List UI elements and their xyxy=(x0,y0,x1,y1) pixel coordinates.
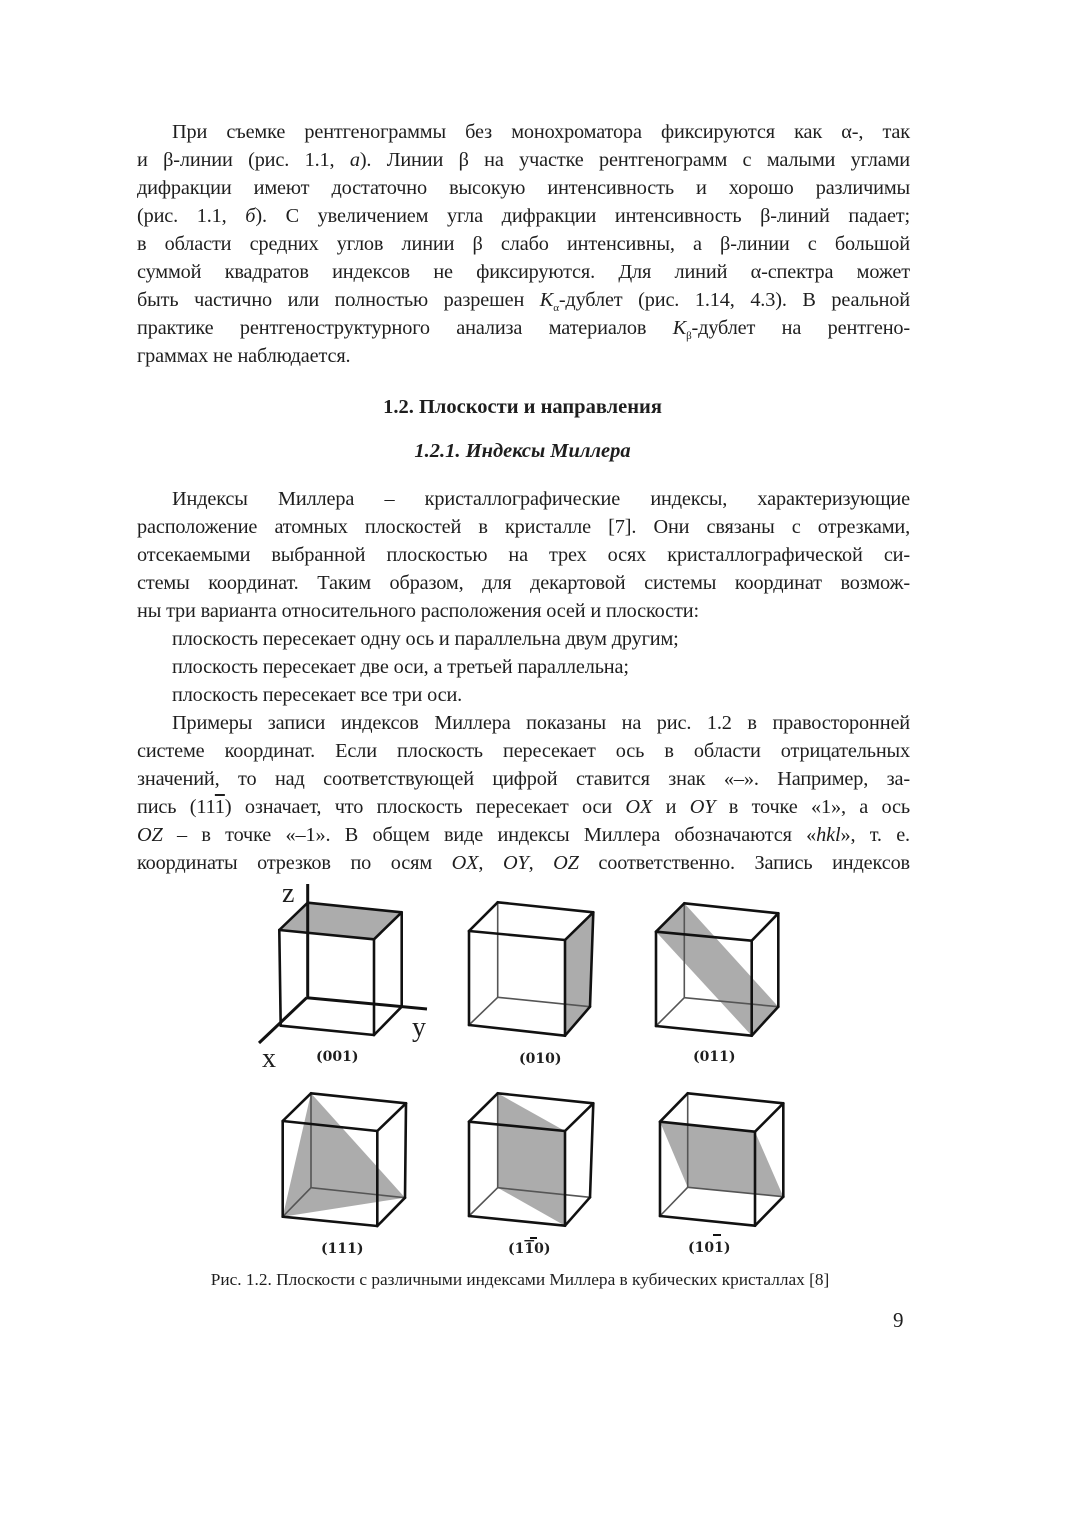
text-line: расположение атомных плоскостей в кристалле [7]. Они связаны с отрезками, xyxy=(137,516,910,538)
y-axis-label: y xyxy=(412,1012,426,1043)
cube-hidden-edge xyxy=(656,998,684,1026)
x-axis xyxy=(259,998,307,1043)
axis-oy: OY xyxy=(689,796,716,818)
text-span: соответственно. Запись индексов xyxy=(578,852,910,874)
panel-label: (110) xyxy=(508,1241,551,1257)
cube-edge xyxy=(590,1103,593,1197)
text-line: дифракции имеют достаточно высокую интенсивность и хорошо различимы xyxy=(137,177,910,199)
list-item: плоскость пересекает все три оси. xyxy=(172,684,463,706)
cube-panel-010 xyxy=(469,902,593,1035)
cube-edge xyxy=(377,1103,406,1131)
text-span: ) означает, что плоскость пересекает оси xyxy=(224,796,626,818)
text-span: практике рентгеноструктурного анализа материалов xyxy=(137,317,673,339)
text-span: -дублет на рентгено- xyxy=(691,317,910,339)
italic-span: а xyxy=(349,149,360,171)
cube-edge xyxy=(656,1026,752,1036)
cube-edge xyxy=(469,1093,498,1121)
miller-plane-011 xyxy=(656,903,778,1035)
text-line: значений, то над соответствующей цифрой ставится знак «–». Например, за- xyxy=(137,768,910,790)
text-span: , xyxy=(478,852,503,874)
cube-edge xyxy=(469,902,498,931)
text-line: ны три варианта относительного расположения осей и плоскости: xyxy=(137,600,699,622)
cube-hidden-edge xyxy=(469,1188,498,1216)
negative-index: 1 xyxy=(214,796,225,818)
text-span: пись (11 xyxy=(137,796,215,818)
text-span: », т. е. xyxy=(840,824,910,846)
section-heading: 1.2. Плоскости и направления xyxy=(383,396,662,418)
figure-caption: Рис. 1.2. Плоскости с различными индексами Миллера в кубических кристаллах [8] xyxy=(210,1270,830,1289)
text-span: -дублет (рис. 1.14, 4.3). В реальной xyxy=(558,289,910,311)
text-line: Индексы Миллера – кристаллографические индексы, характеризующие xyxy=(172,488,910,510)
axis-oy: OY xyxy=(502,852,529,874)
text-span: , xyxy=(528,852,554,874)
miller-plane-001 xyxy=(279,903,401,940)
miller-plane-10-1 xyxy=(660,1122,783,1197)
cube-hidden-edge xyxy=(660,1187,688,1216)
hkl-symbol: hkl xyxy=(816,824,841,846)
italic-symbol: K xyxy=(672,317,687,339)
cube-panel-1-10 xyxy=(469,1093,593,1225)
cube-edge xyxy=(405,1103,406,1197)
axis-oz: OZ xyxy=(553,852,579,874)
cube-panel-10-1 xyxy=(660,1093,783,1225)
page-number: 9 xyxy=(893,1308,904,1332)
panel-label: (011) xyxy=(693,1049,736,1065)
axis-oz: OZ xyxy=(137,824,163,846)
text-line: граммах не наблюдается. xyxy=(137,345,351,367)
subscript: β xyxy=(686,330,692,342)
text-span: в точке «1», а ось xyxy=(715,796,911,818)
cube-edge xyxy=(469,1025,565,1036)
cube-edge xyxy=(755,1197,783,1226)
cube-edge xyxy=(660,1216,755,1226)
cube-edge xyxy=(283,1217,378,1226)
italic-symbol: K xyxy=(539,289,554,311)
text-line: Примеры записи индексов Миллера показаны на рис. 1.2 в правосторонней xyxy=(172,712,910,734)
z-axis-label: z xyxy=(282,878,295,909)
cube-edge xyxy=(688,1093,784,1103)
text-line: отсекаемыми выбранной плоскостью на трех осях кристаллографической си- xyxy=(137,544,910,566)
cube-edge xyxy=(279,930,280,1026)
italic-span: б xyxy=(245,205,256,227)
text-span: и β-линии (рис. 1.1, xyxy=(137,149,350,171)
text-line: системе координат. Если плоскость пересекает ось в области отрицательных xyxy=(137,740,910,762)
cube-panel-111 xyxy=(283,1093,406,1226)
cube-edge xyxy=(311,1093,406,1103)
text-span: (рис. 1.1, xyxy=(137,205,246,227)
cube-panel-001 xyxy=(279,903,401,1035)
cube-edge xyxy=(377,1198,405,1226)
panel-label: (101) xyxy=(688,1240,731,1256)
text-line: суммой квадратов индексов не фиксируются. Для линий α-спектра может xyxy=(137,261,910,283)
cube-edge xyxy=(755,1103,783,1131)
cube-edge xyxy=(752,913,779,940)
panel-label: (111) xyxy=(321,1241,364,1257)
cube-edge xyxy=(374,1007,402,1035)
cube-panel-011 xyxy=(656,903,778,1035)
text-line: стемы координат. Таким образом, для декартовой системы координат возмож- xyxy=(137,572,910,594)
text-span: ). Линии β на участке рентгенограмм с малыми углами xyxy=(359,149,910,171)
cube-edge xyxy=(660,1093,688,1121)
list-item: плоскость пересекает две оси, а третьей параллельна; xyxy=(172,656,629,678)
panel-label: (010) xyxy=(519,1051,562,1067)
subsection-heading: 1.2.1. Индексы Миллера xyxy=(414,440,631,462)
cube-edge xyxy=(565,1197,590,1225)
list-item: плоскость пересекает одну ось и параллельна двум другим; xyxy=(172,628,679,650)
miller-plane-1-10 xyxy=(498,1093,565,1225)
text-span: быть частично или полностью разрешен xyxy=(137,289,540,311)
text-span: – в точке «–1». В общем виде индексы Миллера обозначаются « xyxy=(162,824,817,846)
text-span: ). С увеличением угла дифракции интенсивность β-линий падает; xyxy=(255,205,910,227)
panel-label: (001) xyxy=(316,1049,359,1065)
y-axis xyxy=(307,998,427,1009)
axis-ox: OX xyxy=(625,796,653,818)
axis-ox: OX xyxy=(451,852,479,874)
miller-plane-010 xyxy=(565,912,593,1035)
text-span: и xyxy=(652,796,690,818)
x-axis-label: x xyxy=(262,1043,276,1074)
text-line: При съемке рентгенограммы без монохроматора фиксируются как α-, так xyxy=(172,121,910,143)
cube-hidden-edge xyxy=(469,997,498,1025)
cube-edge xyxy=(684,903,778,913)
text-span: координаты отрезков по осям xyxy=(137,852,452,874)
cube-edge xyxy=(565,1103,593,1131)
subscript: α xyxy=(553,302,559,314)
cube-edge xyxy=(498,902,594,912)
cube-edge xyxy=(281,1026,374,1035)
text-line: в области средних углов линии β слабо интенсивны, а β-линии с большой xyxy=(137,233,910,255)
cube-edge xyxy=(469,931,565,940)
